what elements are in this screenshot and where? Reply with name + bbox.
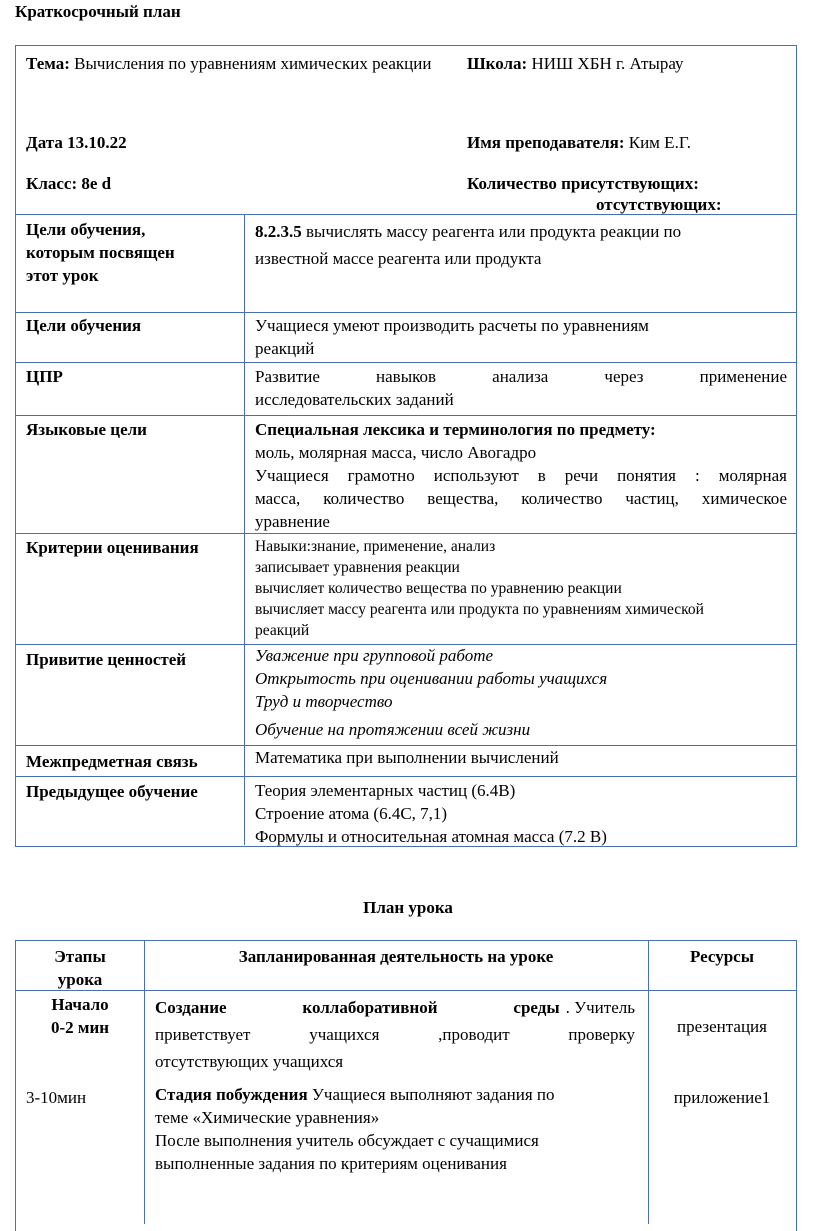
goals-label: Цели обучения (26, 316, 142, 335)
resource-appendix: приложение1 (673, 1088, 771, 1107)
values-label: Привитие ценностей (26, 650, 187, 669)
col-stage-header: Этапы урока (54, 947, 106, 989)
values-text: Уважение при групповой работе Открытость при оценивании работы учащихся Труд и творчество Обучение на протяжении всей жизни (255, 646, 608, 739)
resource-presentation: презентация (677, 1017, 767, 1036)
class: Класс: 8e d (26, 174, 112, 193)
lesson-date: Дата 13.10.22 (26, 133, 127, 152)
plan-title: План урока (363, 898, 453, 917)
col-resources-header: Ресурсы (689, 947, 754, 966)
topic-value: Вычисления по уравнениям химических реакции (69, 54, 432, 73)
previous-learning-label: Предыдущее обучение (26, 782, 198, 801)
cpr-label: ЦПР (26, 367, 63, 386)
school (467, 52, 684, 75)
school-label: Школа: (467, 54, 528, 73)
learning-goals-text: 8.2.3.5 вычислять массу реагента или продукта реакции по известной массе реагента или продукта (255, 222, 682, 268)
intersubject-label: Межпредметная связь (26, 752, 198, 771)
teacher-value: Ким Е.Г. (624, 133, 691, 152)
cpr-text: Развитие навыков анализа через применение исследовательских заданий (255, 367, 787, 409)
activity-start-heading: Создание коллаборативной среды (155, 998, 560, 1017)
learning-goal-code: 8.2.3.5 (255, 222, 302, 241)
activity-start: Создание коллаборативной среды . Учитель приветствует учащихся ,проводит проверку отсутствующих учащихся (155, 994, 635, 1075)
learning-goals-label: Цели обучения, которым посвящен этот урок (26, 220, 175, 285)
stage-time-2: 3-10мин (26, 1088, 87, 1107)
teacher (467, 131, 691, 154)
teacher-label: Имя преподавателя: (467, 133, 625, 152)
absent-count: отсутствующих: (596, 195, 722, 214)
criteria-label: Критерии оценивания (26, 538, 199, 557)
topic (26, 52, 456, 75)
activity-motivation-heading: Стадия побуждения (155, 1085, 308, 1104)
criteria-text: Навыки:знание, применение, анализ записывает уравнения реакции вычисляет количество вещества по уравнению реакции вычисляет массу реагента или продукта по уравнениям химической реакций (255, 538, 704, 639)
intersubject-text: Математика при выполнении вычислений (255, 748, 559, 767)
previous-learning-text: Теория элементарных частиц (6.4B) Строение атома (6.4C, 7,1) Формулы и относительная атомная масса (7.2 B) (255, 781, 607, 846)
page-title: Краткосрочный план (15, 2, 181, 21)
present-count: Количество присутствующих: (467, 174, 699, 193)
activity-motivation: Стадия побуждения Учащиеся выполняют задания по теме «Химические уравнения» После выполнения учитель обсуждает с сучащимися выполненные задания по критериям оценивания (155, 1085, 555, 1173)
col-activity-header: Запланированная деятельность на уроке (238, 947, 554, 966)
goals-text: Учащиеся умеют производить расчеты по уравнениям реакций (255, 316, 649, 358)
language-goals-label: Языковые цели (26, 420, 147, 439)
stage-start: Начало 0-2 мин (50, 995, 110, 1037)
topic-label: Тема: (26, 54, 70, 73)
language-goals-text: Специальная лексика и терминология по предмету: моль, молярная масса, число Авогадро Учащиеся грамотно используют в речи понятия : молярная масса, количество вещества, количество частиц, химическое уравнение (255, 420, 787, 531)
school-value: НИШ ХБН г. Атырау (527, 54, 684, 73)
